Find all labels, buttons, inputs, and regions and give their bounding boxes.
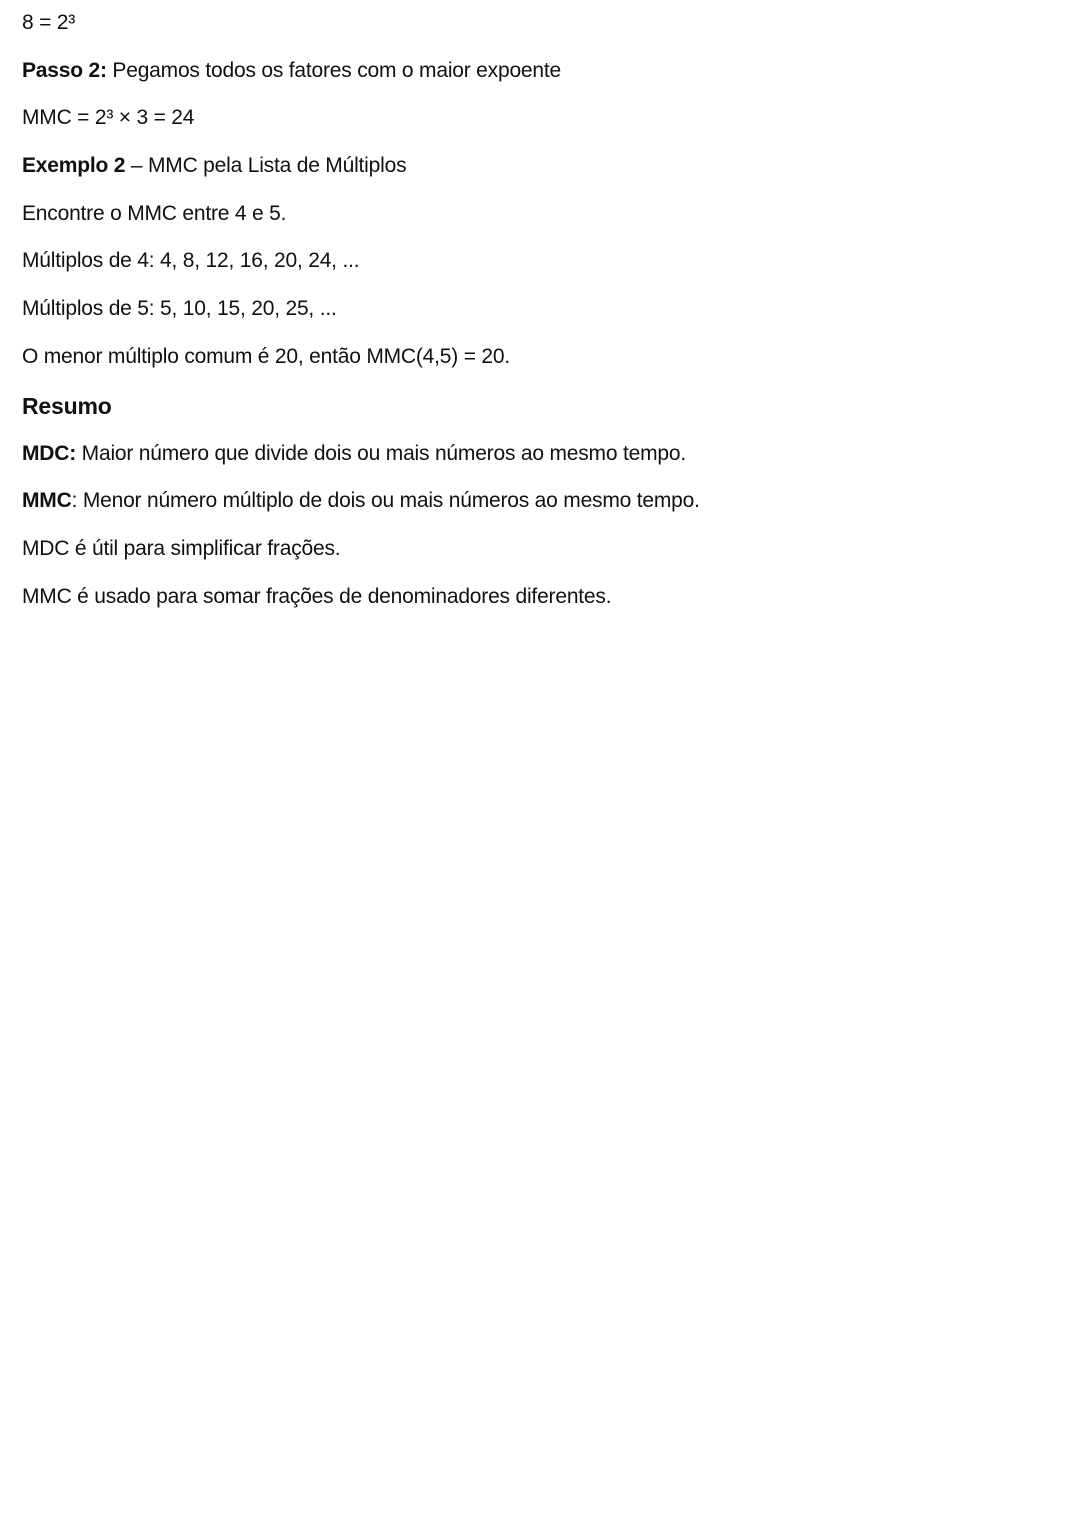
- paragraph-multiples-of-5: [22, 295, 1062, 323]
- summary-term: MDC:: [22, 441, 77, 465]
- paragraph-multiples-of-4: [22, 247, 1062, 275]
- paragraph-text: 8 = 2³: [22, 11, 76, 34]
- paragraph-example-2-title: [22, 152, 1062, 180]
- paragraph-text: Múltiplos de 5: 5, 10, 15, 20, 25, ...: [22, 297, 337, 321]
- summary-definition: MDC é útil para simplificar frações.: [22, 536, 341, 560]
- paragraph-text: O menor múltiplo comum é 20, então MMC(4,5) = 20.: [22, 344, 510, 368]
- paragraph-example-2-conclusion: [22, 343, 1062, 371]
- summary-definition: : Menor número múltiplo de dois ou mais números ao mesmo tempo.: [71, 489, 700, 513]
- paragraph-step-2: [22, 57, 1062, 85]
- summary-definition: MMC é usado para somar frações de denominadores diferentes.: [22, 584, 612, 608]
- paragraph-text: MMC = 2³ × 3 = 24: [22, 106, 195, 130]
- paragraph-mmc-result: [22, 104, 1062, 132]
- paragraph-text: Múltiplos de 4: 4, 8, 12, 16, 20, 24, ...: [22, 249, 360, 273]
- paragraph-example-2-prompt: [22, 200, 1062, 228]
- summary-item-mdc: [22, 440, 1062, 468]
- paragraph-text: Encontre o MMC entre 4 e 5.: [22, 201, 287, 225]
- summary-item-mdc-use: [22, 535, 1062, 563]
- paragraph-factorization: [22, 9, 1062, 37]
- paragraph-bold-lead: Passo 2:: [22, 58, 107, 82]
- paragraph-text: Pegamos todos os fatores com o maior expoente: [106, 58, 561, 82]
- summary-term: MMC: [22, 489, 72, 513]
- document-body: [22, 9, 1062, 630]
- paragraph-text: – MMC pela Lista de Múltiplos: [125, 154, 407, 178]
- summary-item-mmc: [22, 487, 1062, 515]
- summary-definition: Maior número que divide dois ou mais números ao mesmo tempo.: [76, 441, 686, 465]
- summary-item-mmc-use: [22, 583, 1062, 611]
- summary-heading: Resumo: [22, 392, 112, 419]
- paragraph-bold-lead: Exemplo 2: [22, 154, 126, 178]
